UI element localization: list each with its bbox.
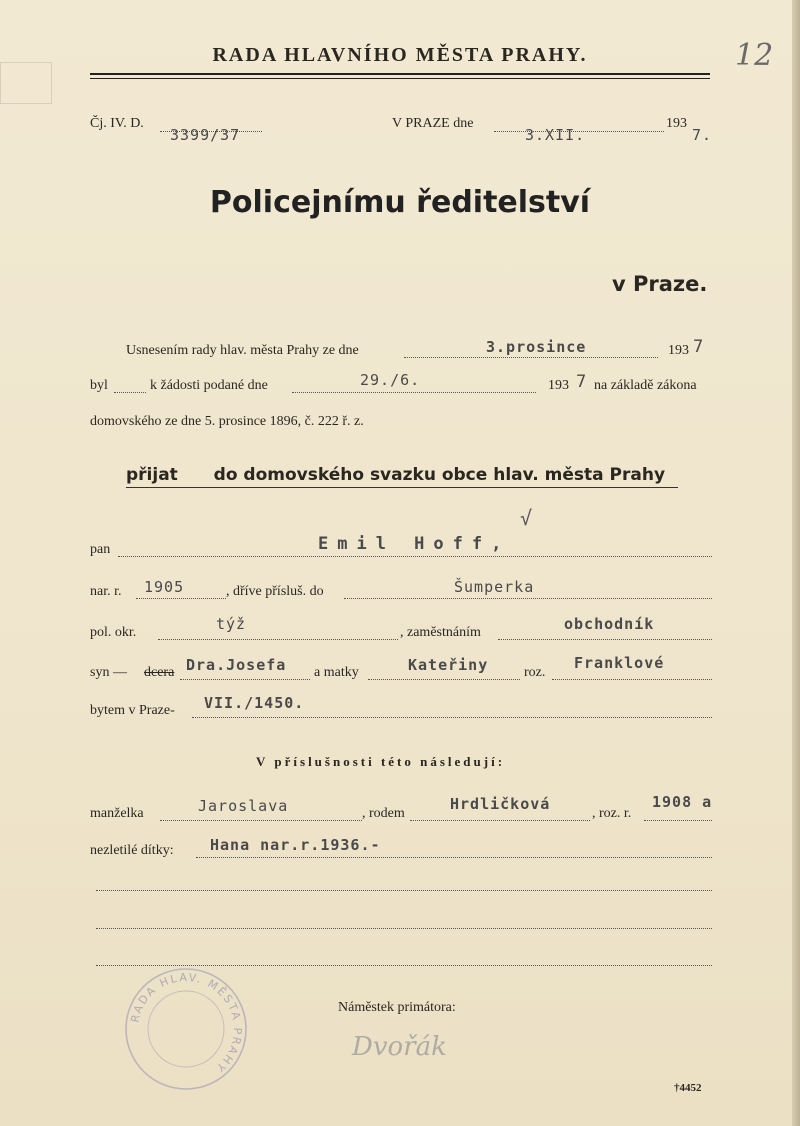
- resolution-year-prefix: 193: [668, 343, 689, 358]
- occupation-label: , zaměstnáním: [400, 625, 481, 640]
- council-header: RADA HLAVNÍHO MĚSTA PRAHY.: [212, 44, 588, 66]
- born-as-label: , rodem: [362, 806, 405, 821]
- name-dots: [118, 556, 712, 557]
- page-edge: [792, 0, 800, 1126]
- children-label: nezletilé dítky:: [90, 843, 174, 858]
- cj-label: Čj. IV. D.: [90, 116, 144, 131]
- born-as-dots: [410, 820, 590, 821]
- page-number-handwritten: 12: [735, 38, 774, 73]
- father-dots: [180, 679, 310, 680]
- dependents-heading: V příslušnosti této následují:: [256, 754, 506, 769]
- byl-label: byl: [90, 378, 108, 393]
- header-rule-thin: [90, 78, 710, 79]
- application-label: k žádosti podané dne: [150, 378, 268, 393]
- prior-label: , dříve přísluš. do: [226, 584, 324, 599]
- born-label: nar. r.: [90, 584, 122, 599]
- prior-place: Šumperka: [454, 578, 535, 596]
- admission-rest: do domovského svazku obce hlav. města Prahy: [213, 465, 666, 485]
- admission-word: přijat: [126, 465, 178, 485]
- daughter-struck: dcera: [144, 665, 175, 680]
- wife-year-label: , roz. r.: [592, 806, 632, 821]
- occupation-value: obchodník: [564, 615, 655, 633]
- addressee-title: Policejnímu ředitelství: [209, 185, 591, 220]
- maiden-value: Franklové: [574, 654, 665, 672]
- children-dots: [196, 857, 712, 858]
- district-value: týž: [216, 615, 247, 633]
- admission-statement: [126, 465, 665, 485]
- faded-stamp-mark: [0, 62, 52, 104]
- born-as-value: Hrdličková: [450, 795, 551, 813]
- father-value: Dra.Josefa: [186, 656, 287, 674]
- wife-label: manželka: [90, 806, 144, 821]
- maiden-label: roz.: [524, 665, 546, 680]
- admission-underline: [126, 487, 678, 488]
- date-value: 3.XII.: [525, 126, 586, 144]
- application-date: 29./6.: [360, 371, 421, 389]
- resolution-date: 3.prosince: [486, 338, 587, 356]
- born-year: 1905: [144, 578, 185, 596]
- district-dots: [158, 639, 398, 640]
- son-label: syn —: [90, 665, 127, 680]
- blank-line-2: [96, 928, 712, 929]
- resolution-text-1: Usnesením rady hlav. města Prahy ze dne: [126, 343, 359, 358]
- born-dots: [136, 598, 226, 599]
- year-digit: 7.: [692, 126, 713, 144]
- mother-dots: [368, 679, 520, 680]
- occupation-dots: [498, 639, 712, 640]
- handwritten-signature: Dvořák: [352, 1032, 447, 1062]
- prior-dots: [344, 598, 712, 599]
- stamp-text: RADA HLAV. MĚSTA PRAHY: [128, 970, 245, 1076]
- application-date-dots: [292, 392, 536, 393]
- residence-value: VII./1450.: [204, 694, 305, 712]
- residence-label: bytem v Praze-: [90, 703, 175, 718]
- district-label: pol. okr.: [90, 625, 137, 640]
- maiden-dots: [552, 679, 712, 680]
- byl-dots: [114, 392, 146, 393]
- wife-value: Jaroslava: [198, 797, 289, 815]
- year-prefix: 193: [666, 116, 687, 131]
- signature-label: Náměstek primátora:: [338, 1000, 456, 1015]
- law-label: na základě zákona: [594, 378, 697, 393]
- wife-year-value: 1908 a: [652, 793, 713, 811]
- wife-dots: [160, 820, 362, 821]
- place-label: V PRAZE dne: [392, 116, 474, 131]
- resolution-date-dots: [404, 357, 658, 358]
- mother-label: a matky: [314, 665, 359, 680]
- residence-dots: [192, 717, 712, 718]
- city-council-stamp: [122, 965, 250, 1093]
- blank-line-1: [96, 890, 712, 891]
- resolution-year-digit: 7: [693, 337, 705, 357]
- pan-label: pan: [90, 542, 111, 557]
- form-code: †4452: [674, 1082, 702, 1094]
- addressee-city: v Praze.: [612, 272, 708, 296]
- header-rule-thick: [90, 73, 710, 75]
- person-name: Emil Hoff,: [318, 534, 511, 554]
- application-year-digit: 7: [576, 372, 588, 392]
- law-reference: domovského ze dne 5. prosince 1896, č. 222 ř. z.: [90, 414, 364, 429]
- children-value: Hana nar.r.1936.-: [210, 836, 381, 854]
- check-mark: √: [520, 506, 534, 530]
- cj-value: 3399/37: [170, 126, 241, 144]
- mother-value: Kateřiny: [408, 656, 489, 674]
- application-year-prefix: 193: [548, 378, 569, 393]
- wife-year-dots: [644, 820, 712, 821]
